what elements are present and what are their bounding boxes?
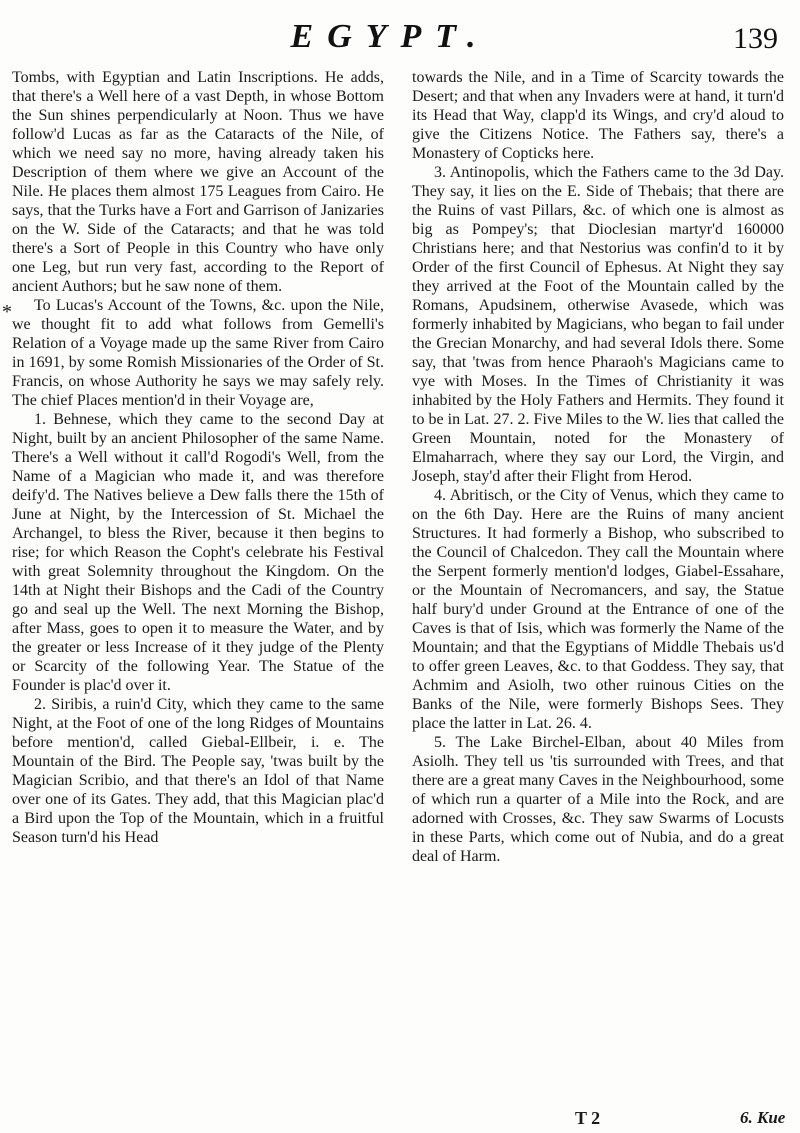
margin-asterisk: * bbox=[2, 301, 12, 323]
running-head bbox=[0, 8, 800, 72]
left-paragraph-2: To Lucas's Account of the Towns, &c. upon the Nile, we thought fit to add what follows from Gemelli's Relation of a Voyage made up the same River from Cairo in 1691, by some Romish Missionaries of the Order of St. Francis, on whose Authority he says we may safely rely. The chief Places mention'd in their Voyage are, bbox=[12, 297, 384, 409]
right-paragraph-3: 4. Abritisch, or the City of Venus, which they came to on the 6th Day. Here are the Ruins of many ancient Structures. It had formerly a Bishop, who subscribed to the Council of Chalcedon. They call the Mountain where the Serpent formerly mention'd lodges, Giabel-Essahare, or the Mountain of Necromancers, and say, the Statue half bury'd under Ground at the Entrance of one of the Caves is that of Isis, which was formerly the Name of the Mountain; and that the Egyptians of Middle Thebais us'd to offer green Leaves, &c. to that Goddess. They say, that Achmim and Asiolh, two other ruinous Cities on the Banks of the Nile, were formerly Bishops Sees. They place the latter in Lat. 26. 4. bbox=[412, 487, 784, 732]
page-title: EGYPT. bbox=[290, 18, 490, 55]
page-footer bbox=[0, 1108, 800, 1132]
right-paragraph-4: 5. The Lake Birchel-Elban, about 40 Miles from Asiolh. They tell us 'tis surrounded with Trees, and that there are a great many Caves in the Neighbourhood, some of which run a quarter of a Mile into the Rock, and are adorned with Crosses, &c. They saw Swarms of Locusts in these Parts, which come out of Nubia, and do a great deal of Harm. bbox=[412, 734, 784, 865]
right-column bbox=[412, 68, 784, 866]
page-number: 139 bbox=[733, 22, 778, 55]
right-paragraph-2: 3. Antinopolis, which the Fathers came to the 3d Day. They say, it lies on the E. Side of Thebais; that there are the Ruins of vast Pillars, &c. of which one is almost as big as Pompey's; that Dioclesian martyr'd 160000 Christians here; and that Nestorius was confin'd to it by Order of the first Council of Ephesus. At Night they say they arrived at the Foot of the Mountain called by the Romans, Apudsinem, otherwise Avasede, which was formerly inhabited by Magicians, who began to fail under the Grecian Monarchy, and had several Idols there. Some say, that 'twas from hence Pharaoh's Magicians came to vye with Moses. In the Times of Christianity it was inhabited by the Holy Fathers and Hermits. They found it to be in Lat. 27. 2. Five Miles to the W. lies that called the Green Mountain, noted for the Monastery of Elmaharrach, where they say our Lord, the Virgin, and Joseph, stay'd after their Flight from Herod. bbox=[412, 164, 784, 485]
right-paragraph-1: towards the Nile, and in a Time of Scarcity towards the Desert; and that when any Invaders were at hand, it turn'd its Head that Way, clapp'd its Wings, and cry'd aloud to give the Citizens Notice. The Fathers say, there's a Monastery of Copticks here. bbox=[412, 69, 784, 162]
left-paragraph-4: 2. Siribis, a ruin'd City, which they came to the same Night, at the Foot of one of the long Ridges of Mountains before mention'd, called Giebal-Ellbeir, i. e. The Mountain of the Bird. The People say, 'twas built by the Magician Scribio, and that there's an Idol of that Name over one of its Gates. They add, that this Magician plac'd a Bird upon the Top of the Mountain, which in a fruitful Season turn'd his Head bbox=[12, 696, 384, 846]
left-paragraph-1: Tombs, with Egyptian and Latin Inscriptions. He adds, that there's a Well here of a vast Depth, in whose Bottom the Sun shines perpendicularly at Noon. Thus we have follow'd Lucas as far as the Cataracts of the Nile, of which we need say no more, having already taken his Description of them where we give an Account of the Nile. He places them almost 175 Leagues from Cairo. He says, that the Turks have a Fort and Garrison of Janizaries on the W. Side of the Cataracts; and that he was told there's a Sort of People in this Country who have only one Leg, but run very fast, according to the Report of ancient Authors; but he saw none of them. bbox=[12, 69, 384, 295]
signature-mark: T 2 bbox=[575, 1108, 601, 1128]
left-paragraph-3: 1. Behnese, which they came to the second Day at Night, built by an ancient Philosopher of the same Name. There's a Well without it call'd Rogodi's Well, from the Name of a Magician who made it, and was therefore deify'd. The Natives believe a Dew falls there the 15th of June at Night, by the Intercession of St. Michael the Archangel, to bless the River, because it then begins to rise; for which Reason the Copht's celebrate his Festival with great Solemnity throughout the Kingdom. On the 14th at Night their Bishops and the Cadi of the Country go and seal up the Well. The next Morning the Bishop, after Mass, goes to open it to measure the Water, and by the greater or less Increase of it they judge of the Plenty or Scarcity of the following Year. The Statue of the Founder is plac'd over it. bbox=[12, 411, 384, 694]
catchword: 6. Kue bbox=[740, 1108, 786, 1127]
left-column bbox=[12, 68, 384, 847]
